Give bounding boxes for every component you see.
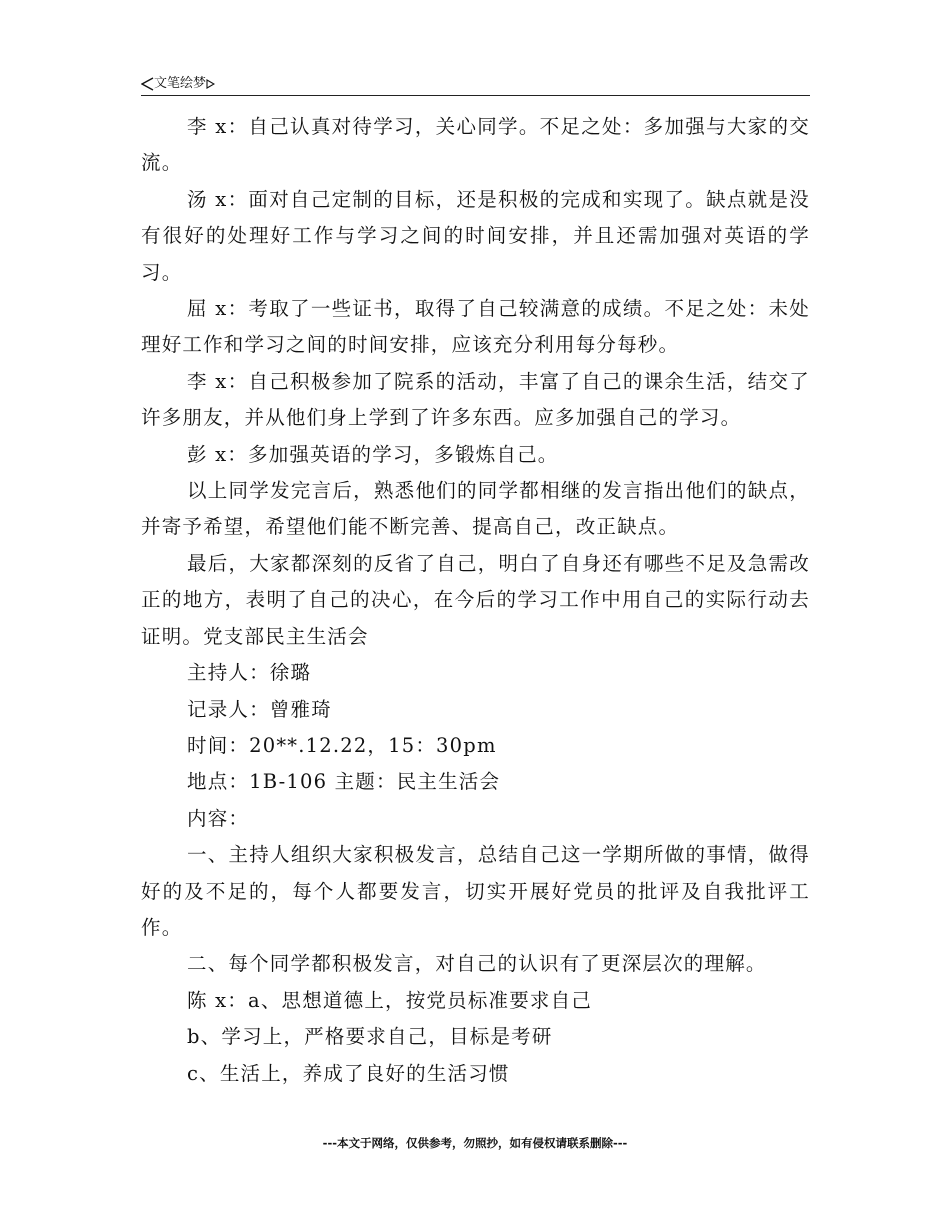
triangle-left-icon bbox=[141, 77, 154, 91]
paragraph-chen-a: 陈 x：a、思想道德上，按党员标准要求自己 bbox=[187, 988, 593, 1012]
host-line: 主持人：徐璐 bbox=[187, 661, 312, 685]
paragraph-item-1: 一、主持人组织大家积极发言，总结自己这一学期所做的事情，做得好的及不足的，每个人都要发言，切实开展好党员的批评及自我批评工作。 bbox=[141, 843, 810, 939]
paragraph-6: 以上同学发完言后，熟悉他们的同学都相继的发言指出他们的缺点，并寄予希望，希望他们能不断完善、提高自己，改正缺点。 bbox=[141, 479, 810, 539]
paragraph-1: 李 x：自己认真对待学习，关心同学。不足之处：多加强与大家的交流。 bbox=[141, 115, 810, 175]
header-brand: 文笔绘梦 bbox=[154, 76, 207, 91]
page-header bbox=[141, 74, 810, 96]
page-footer: ---本文于网络，仅供参考，勿照抄，如有侵权请联系删除--- bbox=[322, 1136, 628, 1150]
paragraph-4: 李 x：自己积极参加了院系的活动，丰富了自己的课余生活，结交了许多朋友，并从他们身上学到了许多东西。应多加强自己的学习。 bbox=[141, 369, 810, 430]
triangle-right-icon bbox=[206, 79, 215, 89]
time-line: 时间：20**.12.22，15：30pm bbox=[187, 733, 497, 757]
paragraph-5: 彭 x：多加强英语的学习，多锻炼自己。 bbox=[187, 442, 559, 466]
recorder-line: 记录人：曾雅琦 bbox=[187, 697, 332, 721]
paragraph-item-2: 二、每个同学都积极发言，对自己的认识有了更深层次的理解。 bbox=[187, 952, 767, 976]
paragraph-2: 汤 x：面对自己定制的目标，还是积极的完成和实现了。缺点就是没有很好的处理好工作与学习之间的时间安排，并且还需加强对英语的学习。 bbox=[141, 187, 810, 284]
content-label: 内容： bbox=[187, 806, 250, 830]
location-line: 地点：1B-106 主题：民主生活会 bbox=[187, 770, 501, 794]
paragraph-chen-b: b、学习上，严格要求自己，目标是考研 bbox=[187, 1025, 553, 1049]
paragraph-7: 最后，大家都深刻的反省了自己，明白了自身还有哪些不足及急需改正的地方，表明了自己的决心，在今后的学习工作中用自己的实际行动去证明。党支部民主生活会 bbox=[141, 551, 810, 648]
paragraph-chen-c: c、生活上，养成了良好的生活习惯 bbox=[187, 1061, 510, 1085]
paragraph-3: 屈 x：考取了一些证书，取得了自己较满意的成绩。不足之处：未处理好工作和学习之间的时间安排，应该充分利用每分每秒。 bbox=[141, 297, 810, 357]
document-body bbox=[141, 109, 810, 1092]
